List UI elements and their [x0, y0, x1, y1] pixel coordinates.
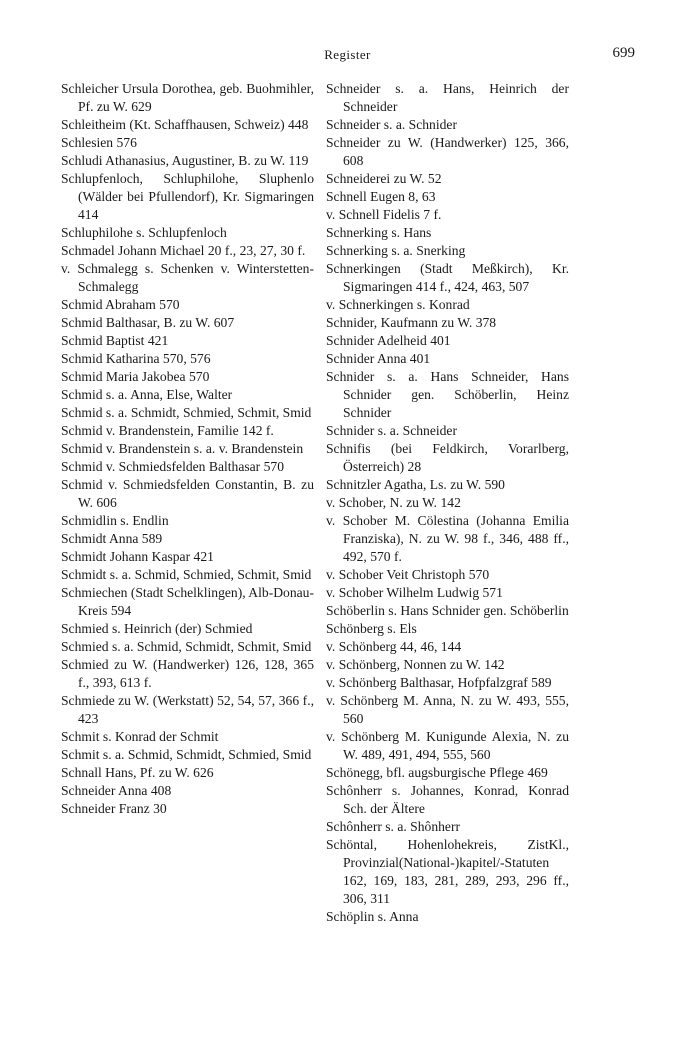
index-entry: v. Schnerkingen s. Konrad	[326, 297, 470, 312]
index-entry: Schmiechen (Stadt Schelklingen), Alb-Donau-Kreis 594	[61, 585, 314, 618]
index-entry: Schmid Abraham 570	[61, 297, 180, 312]
index-entry: v. Schönberg Balthasar, Hofpfalzgraf 589	[326, 675, 552, 690]
page-header	[60, 45, 635, 65]
index-entry: Schmid Maria Jakobea 570	[61, 369, 210, 384]
index-entry: Schmid v. Schmiedsfelden Constantin, B. zu W. 606	[61, 477, 314, 510]
index-entry: v. Schönberg M. Kunigunde Alexia, N. zu W. 489, 491, 494, 555, 560	[326, 729, 569, 762]
index-entry: v. Schönberg, Nonnen zu W. 142	[326, 657, 505, 672]
index-column-left	[61, 80, 314, 818]
index-entry: Schnider s. a. Hans Schneider, Hans Schnider gen. Schöberlin, Heinz Schnider	[326, 369, 569, 420]
index-entry: Schnerkingen (Stadt Meßkirch), Kr. Sigmaringen 414 f., 424, 463, 507	[326, 261, 569, 294]
index-entry: Schmiede zu W. (Werkstatt) 52, 54, 57, 366 f., 423	[61, 693, 314, 726]
index-entry: Schnider, Kaufmann zu W. 378	[326, 315, 497, 330]
index-entry: Schmit s. a. Schmid, Schmidt, Schmied, Smid	[61, 747, 312, 762]
running-title: Register	[324, 47, 371, 62]
index-entry: Schmid s. a. Schmidt, Schmied, Schmit, Smid	[61, 405, 312, 420]
index-entry: v. Schmalegg s. Schenken v. Winterstetten-Schmalegg	[61, 261, 314, 294]
index-entry: Schmidt Anna 589	[61, 531, 163, 546]
index-entry: Schnell Eugen 8, 63	[326, 189, 436, 204]
index-entry: Schönegg, bfl. augsburgische Pflege 469	[326, 765, 548, 780]
index-entry: Schlupfenloch, Schluphilohe, Sluphenlo (Wälder bei Pfullendorf), Kr. Sigmaringen 414	[61, 171, 314, 222]
index-entry: Schluphilohe s. Schlupfenloch	[61, 225, 227, 240]
index-entry: Schmid v. Schmiedsfelden Balthasar 570	[61, 459, 284, 474]
index-entry: v. Schober M. Cölestina (Johanna Emilia Franziska), N. zu W. 98 f., 346, 488 ff., 492, 570 f.	[326, 513, 569, 564]
index-entry: Schônherr s. Johannes, Konrad, Konrad Sch. der Ältere	[326, 783, 569, 816]
index-entry: Schmit s. Konrad der Schmit	[61, 729, 219, 744]
page-number: 699	[612, 45, 635, 61]
index-entry: Schnider Anna 401	[326, 351, 431, 366]
index-entry: v. Schnell Fidelis 7 f.	[326, 207, 442, 222]
index-entry: Schmadel Johann Michael 20 f., 23, 27, 30 f.	[61, 243, 306, 258]
index-entry: Schnerking s. Hans	[326, 225, 432, 240]
index-entry: v. Schönberg 44, 46, 144	[326, 639, 462, 654]
index-entry: Schnifis (bei Feldkirch, Vorarlberg, Österreich) 28	[326, 441, 569, 474]
index-entry: Schöntal, Hohenlohekreis, ZistKl., Provinzial(National-)kapitel/-Statuten 162, 169, 183, 281, 289, 293, 296 ff., 306, 311	[326, 837, 569, 906]
index-entry: Schmidt s. a. Schmid, Schmied, Schmit, Smid	[61, 567, 312, 582]
index-entry: Schöberlin s. Hans Schnider gen. Schöberlin	[326, 603, 569, 618]
index-entry: Schmied zu W. (Handwerker) 126, 128, 365 f., 393, 613 f.	[61, 657, 314, 690]
index-entry: Schmied s. Heinrich (der) Schmied	[61, 621, 253, 636]
index-entry: Schönberg s. Els	[326, 621, 417, 636]
index-entry: Schmid v. Brandenstein s. a. v. Brandenstein	[61, 441, 304, 456]
index-entry: Schmidlin s. Endlin	[61, 513, 169, 528]
index-entry: Schneider zu W. (Handwerker) 125, 366, 608	[326, 135, 569, 168]
index-entry: Schneider Anna 408	[61, 783, 172, 798]
index-entry: Schleitheim (Kt. Schaffhausen, Schweiz) 448	[61, 117, 309, 132]
index-entry: v. Schober, N. zu W. 142	[326, 495, 461, 510]
index-entry: Schmied s. a. Schmid, Schmidt, Schmit, Smid	[61, 639, 312, 654]
index-entry: Schneiderei zu W. 52	[326, 171, 442, 186]
index-entry: v. Schober Wilhelm Ludwig 571	[326, 585, 503, 600]
index-entry: Schneider s. a. Schnider	[326, 117, 457, 132]
index-entry: Schnerking s. a. Snerking	[326, 243, 466, 258]
index-entry: Schmid v. Brandenstein, Familie 142 f.	[61, 423, 274, 438]
index-entry: Schlesien 576	[61, 135, 137, 150]
index-entry: Schneider s. a. Hans, Heinrich der Schneider	[326, 81, 569, 114]
index-entry: Schleicher Ursula Dorothea, geb. Buohmihler, Pf. zu W. 629	[61, 81, 314, 114]
index-entry: Schneider Franz 30	[61, 801, 167, 816]
index-entry: Schmid s. a. Anna, Else, Walter	[61, 387, 233, 402]
index-entry: Schnitzler Agatha, Ls. zu W. 590	[326, 477, 505, 492]
index-entry: Schmidt Johann Kaspar 421	[61, 549, 214, 564]
index-entry: Schnider Adelheid 401	[326, 333, 451, 348]
index-entry: Schmid Balthasar, B. zu W. 607	[61, 315, 235, 330]
index-entry: Schöplin s. Anna	[326, 909, 419, 924]
index-entry: Schmid Katharina 570, 576	[61, 351, 211, 366]
index-entry: v. Schönberg M. Anna, N. zu W. 493, 555, 560	[326, 693, 569, 726]
index-entry: Schônherr s. a. Shônherr	[326, 819, 461, 834]
index-entry: v. Schober Veit Christoph 570	[326, 567, 490, 582]
index-entry: Schludi Athanasius, Augustiner, B. zu W. 119	[61, 153, 309, 168]
index-entry: Schnall Hans, Pf. zu W. 626	[61, 765, 214, 780]
index-entry: Schnider s. a. Schneider	[326, 423, 457, 438]
index-entry: Schmid Baptist 421	[61, 333, 169, 348]
index-column-right	[326, 80, 569, 926]
